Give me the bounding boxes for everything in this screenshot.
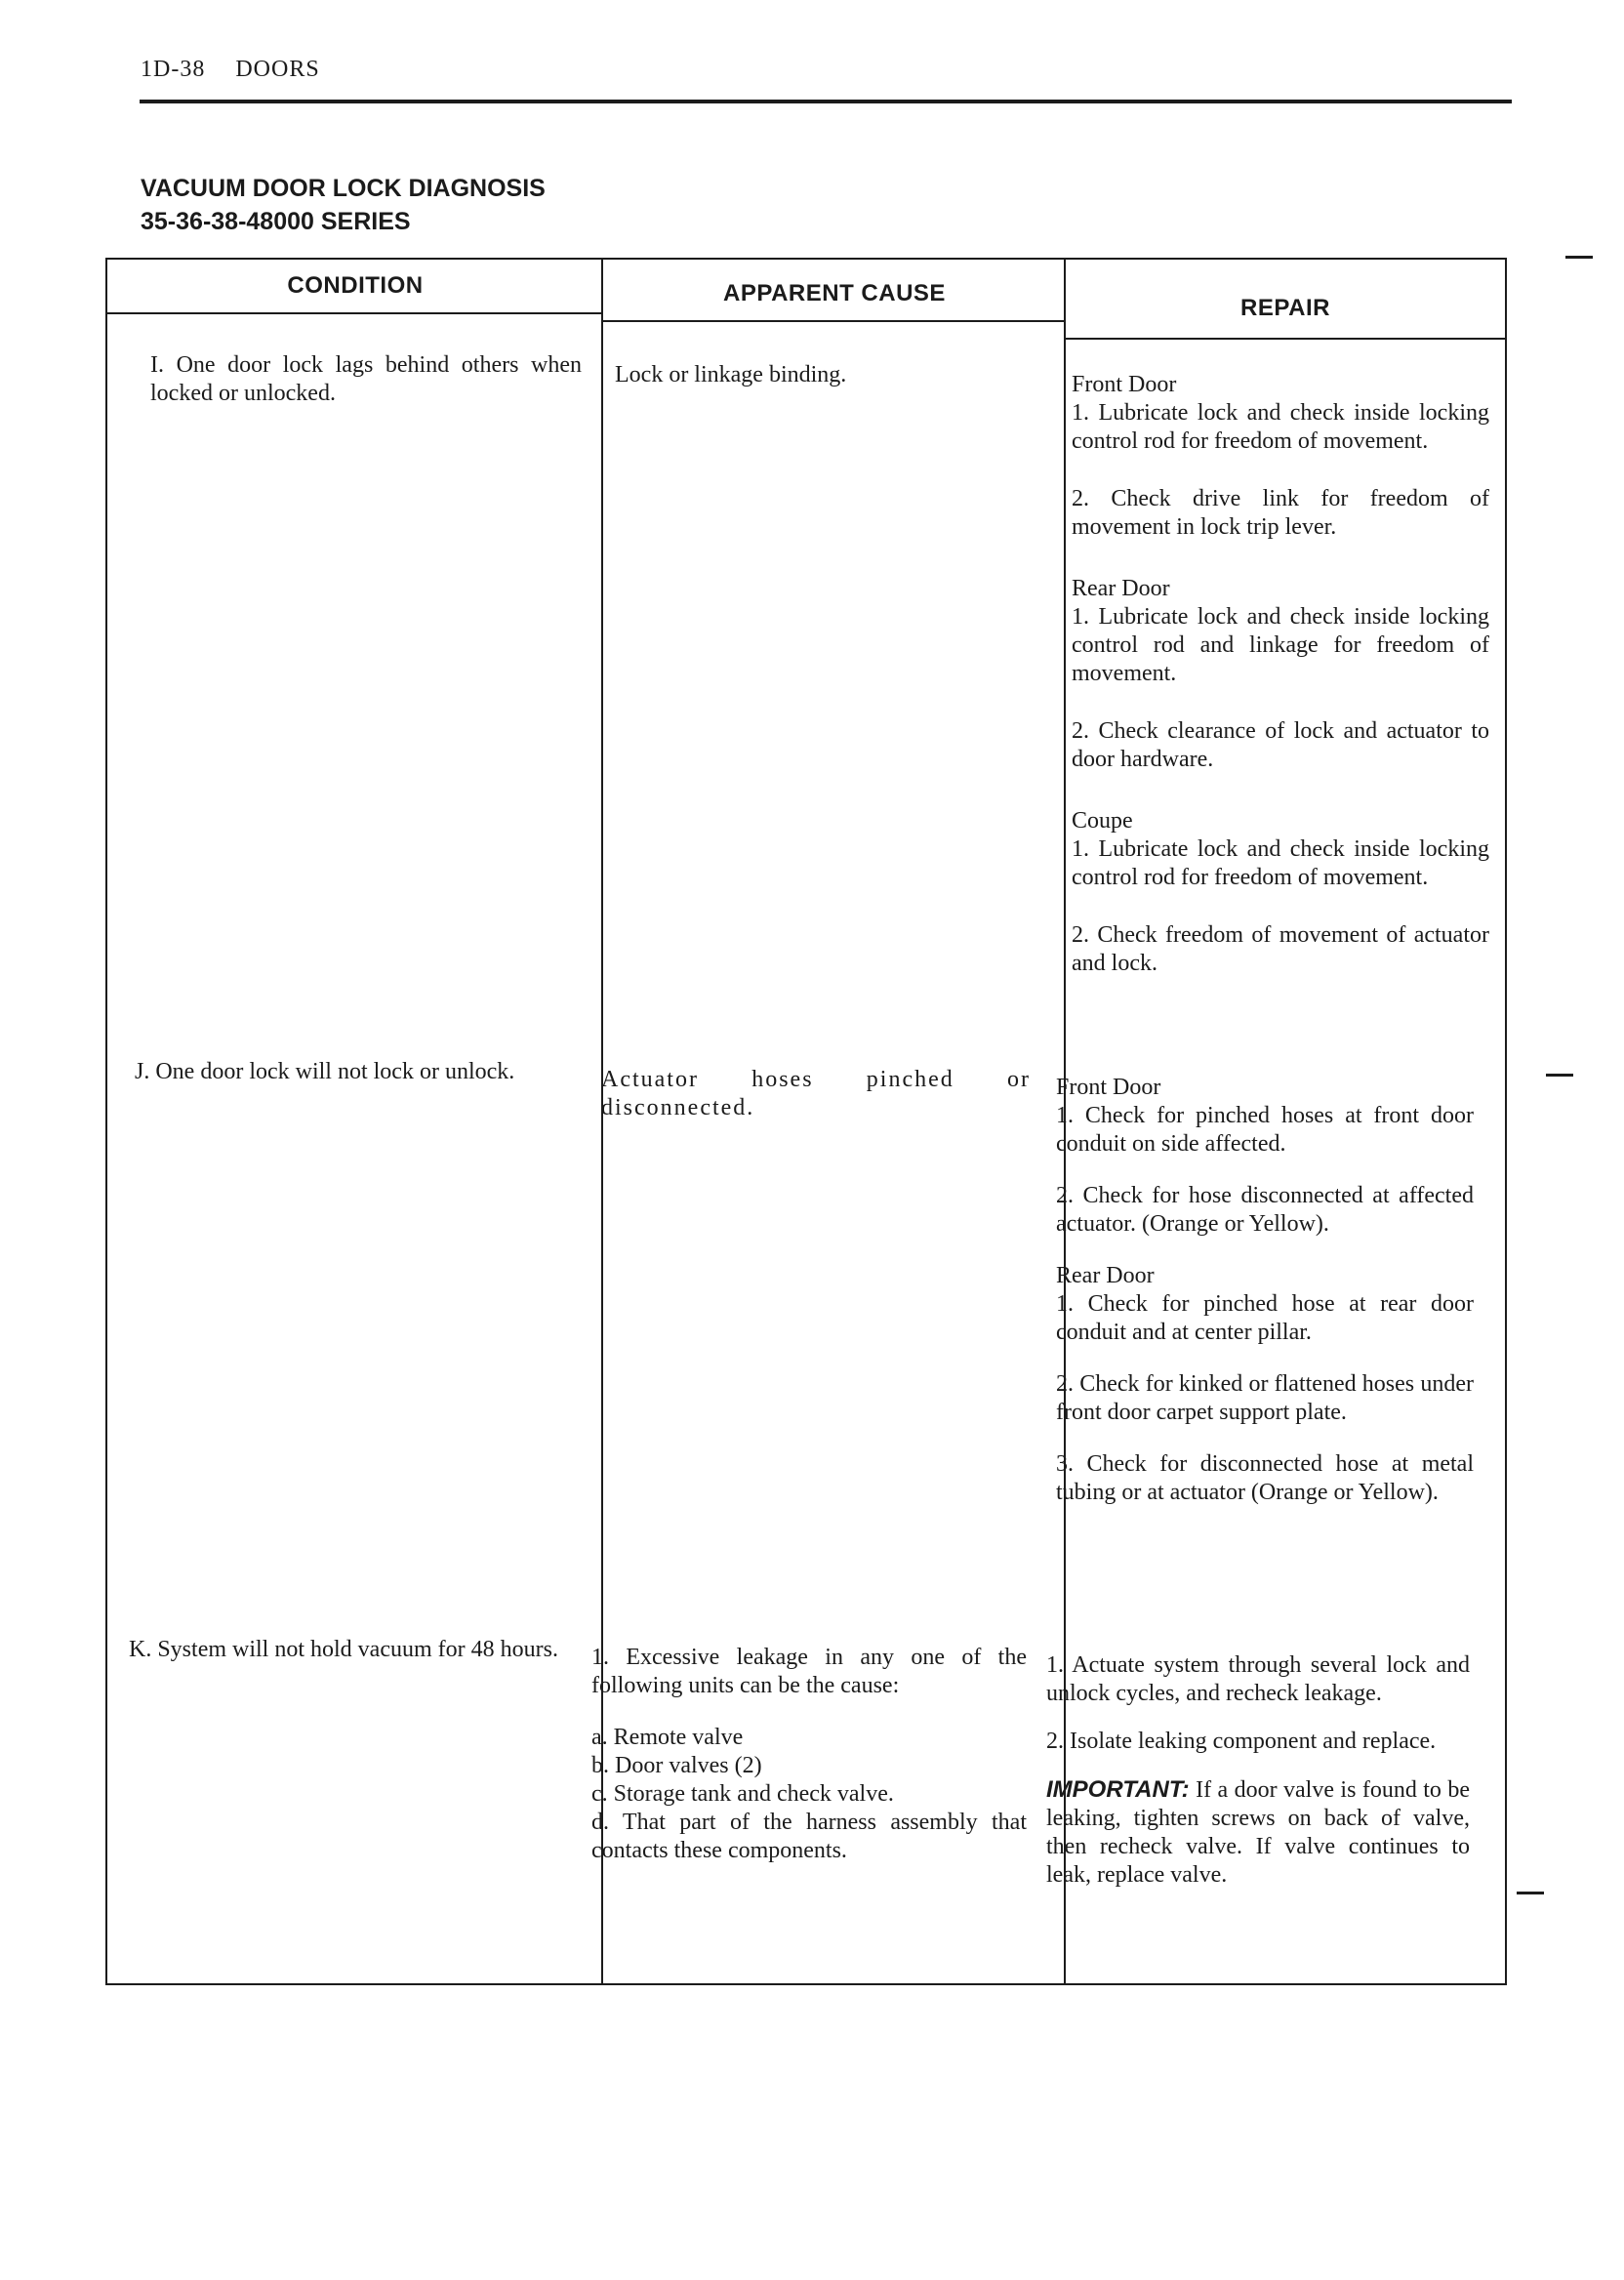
cause-list-item: a. Remote valve xyxy=(591,1725,744,1750)
cause-k xyxy=(591,1644,1027,1865)
repair-j xyxy=(1056,1074,1474,1507)
repair-step: 3. Check for disconnected hose at metal tubing or at actuator (Orange or Yellow). xyxy=(1056,1451,1474,1505)
important-label: IMPORTANT: xyxy=(1046,1776,1190,1803)
repair-step: 1. Lubricate lock and check inside locking control rod for freedom of movement. xyxy=(1072,400,1489,454)
title-line: VACUUM DOOR LOCK DIAGNOSIS xyxy=(141,175,546,202)
diagnosis-table xyxy=(105,258,1507,1985)
repair-step: 1. Lubricate lock and check inside locking control rod for freedom of movement. xyxy=(1072,836,1489,890)
repair-label-coupe: Coupe xyxy=(1072,808,1133,834)
important-note xyxy=(1046,1775,1470,1890)
repair-step: 2. Isolate leaking component and replace. xyxy=(1046,1729,1437,1754)
header-rule xyxy=(140,100,1512,103)
repair-step: 2. Check drive link for freedom of movement in lock trip lever. xyxy=(1072,486,1489,540)
cause-list-item: b. Door valves (2) xyxy=(591,1753,762,1778)
page-number: 1D-38 xyxy=(141,57,206,82)
repair-label-front: Front Door xyxy=(1056,1075,1161,1100)
cause-list-item: c. Storage tank and check valve. xyxy=(591,1781,894,1807)
section-title: DOORS xyxy=(235,57,320,82)
cause-i: Lock or linkage binding. xyxy=(615,362,847,387)
repair-i xyxy=(1072,371,1489,978)
condition-k: K. System will not hold vacuum for 48 hours. xyxy=(129,1637,558,1662)
condition-column xyxy=(105,258,603,1985)
margin-mark xyxy=(1565,256,1593,259)
condition-header: CONDITION xyxy=(107,260,603,314)
repair-step: 2. Check for hose disconnected at affected actuator. (Orange or Yellow). xyxy=(1056,1183,1474,1237)
document-title xyxy=(141,172,546,238)
repair-step: 2. Check for kinked or flattened hoses under front door carpet support plate. xyxy=(1056,1371,1474,1425)
repair-step: 2. Check clearance of lock and actuator to door hardware. xyxy=(1072,718,1489,772)
condition-j: J. One door lock will not lock or unlock. xyxy=(135,1059,515,1084)
repair-header: REPAIR xyxy=(1066,279,1505,340)
cause-header: APPARENT CAUSE xyxy=(603,267,1066,322)
repair-step: 1. Check for pinched hose at rear door conduit and at center pillar. xyxy=(1056,1291,1474,1345)
page-header xyxy=(141,57,320,83)
repair-label-rear: Rear Door xyxy=(1072,576,1170,601)
repair-k xyxy=(1046,1651,1470,1890)
margin-mark xyxy=(1517,1892,1544,1894)
repair-label-front: Front Door xyxy=(1072,372,1177,397)
margin-mark xyxy=(1546,1074,1573,1077)
repair-step: 2. Check freedom of movement of actuator and lock. xyxy=(1072,922,1489,976)
repair-label-rear: Rear Door xyxy=(1056,1263,1155,1288)
repair-step: 1. Lubricate lock and check inside locking control rod and linkage for freedom of movement. xyxy=(1072,604,1489,686)
cause-j: Actuator hoses pinched or disconnected. xyxy=(601,1067,1031,1120)
repair-step: 1. Check for pinched hoses at front door conduit on side affected. xyxy=(1056,1103,1474,1157)
cause-intro: 1. Excessive leakage in any one of the following units can be the cause: xyxy=(591,1645,1027,1698)
repair-step: 1. Actuate system through several lock and unlock cycles, and recheck leakage. xyxy=(1046,1652,1470,1706)
subtitle-line: 35-36-38-48000 SERIES xyxy=(141,208,411,235)
important-text: If a door valve is found to be leaking, tighten screws on back of valve, then recheck valve. If valve continues to leak, replace valve. xyxy=(1046,1777,1471,1888)
cause-list-item: d. That part of the harness assembly that contacts these components. xyxy=(591,1810,1027,1863)
condition-i: I. One door lock lags behind others when locked or unlocked. xyxy=(150,352,582,406)
